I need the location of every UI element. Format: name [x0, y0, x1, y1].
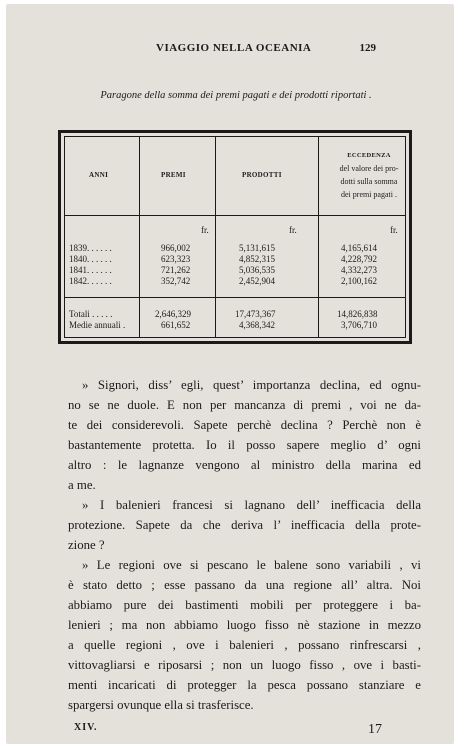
- page-number: 129: [359, 42, 376, 54]
- eccedenza-cell: 4,165,614: [341, 243, 377, 253]
- premi-cell: 623,323: [161, 254, 191, 264]
- text-line: vittovagliarsi e riposarsi ; non un luogo fisso , ove i basti-: [68, 658, 421, 672]
- book-page: [6, 4, 454, 744]
- averages-row: [65, 320, 405, 330]
- year-cell: 1842. . . . . .: [69, 276, 112, 286]
- text-line: zione ?: [68, 538, 105, 552]
- eccedenza-average: 3,706,710: [341, 320, 377, 330]
- table-row: [65, 265, 405, 275]
- year-cell: 1839. . . . . .: [69, 243, 112, 253]
- header-eccedenza: [335, 149, 403, 201]
- text-line: a quelle regioni , ove i balenieri , possano rinfrescarsi ,: [68, 638, 421, 652]
- eccedenza-line-3: dei premi pagati .: [341, 190, 397, 199]
- column-divider: [139, 137, 140, 337]
- premi-cell: 721,262: [161, 265, 191, 275]
- column-divider: [318, 137, 319, 337]
- eccedenza-cell: 2,100,162: [341, 276, 377, 286]
- column-divider: [215, 137, 216, 337]
- totals-row: [65, 309, 405, 319]
- premi-cell: 352,742: [161, 276, 191, 286]
- header-anni: ANNI: [89, 171, 109, 179]
- totals-rule: [65, 297, 405, 298]
- text-line: » I balenieri francesi si lagnano dell’ inefficacia della: [82, 498, 421, 512]
- table-inner: [64, 136, 406, 338]
- unit-eccedenza: fr.: [390, 225, 398, 235]
- unit-prodotti: fr.: [289, 225, 297, 235]
- text-line: altro : le lagnanze vengono al ministro della marina ed: [68, 458, 421, 472]
- text-line: lenieri ; ma non abbiamo luogo fisso nè stazione in mezzo: [68, 618, 421, 632]
- header-premi: PREMI: [161, 171, 186, 179]
- text-line: menti incaricati di protegger la pesca possano stanziare e: [68, 678, 421, 692]
- table-row: [65, 276, 405, 286]
- table-row: [65, 254, 405, 264]
- paragraph-3: [68, 555, 421, 715]
- eccedenza-cell: 4,228,792: [341, 254, 377, 264]
- totals-label: Totali . . . . .: [69, 309, 113, 319]
- eccedenza-cell: 4,332,273: [341, 265, 377, 275]
- premi-prodotti-table: [58, 130, 412, 344]
- unit-premi: fr.: [201, 225, 209, 235]
- averages-label: Medie annuali .: [69, 320, 126, 330]
- table-caption: Paragone della somma dei premi pagati e dei prodotti riportati .: [100, 90, 372, 101]
- premi-total: 2,646,329: [155, 309, 191, 319]
- prodotti-average: 4,368,342: [239, 320, 275, 330]
- header-prodotti: PRODOTTI: [242, 171, 282, 179]
- eccedenza-line-2: dotti sulla somma: [340, 177, 398, 186]
- header-rule: [65, 215, 405, 216]
- text-line: » Signori, diss’ egli, quest’ importanza declina, ed ognu-: [82, 378, 421, 392]
- text-line: è stato detto ; esse passano da una regione all’ altra. Noi: [68, 578, 421, 592]
- text-line: » Le regioni ove si pescano le balene sono variabili , vi: [82, 558, 421, 572]
- table-row: [65, 243, 405, 253]
- folio-number: 17: [368, 722, 382, 737]
- running-title: VIAGGIO NELLA OCEANIA: [156, 42, 312, 54]
- year-cell: 1840. . . . . .: [69, 254, 112, 264]
- paragraph-1: [68, 375, 421, 495]
- prodotti-cell: 5,131,615: [239, 243, 275, 253]
- text-line: no se ne duole. E non per mancanza di premi , voi ne da-: [68, 398, 421, 412]
- body-text: [68, 375, 421, 715]
- prodotti-cell: 4,852,315: [239, 254, 275, 264]
- signature-mark: XIV.: [74, 722, 98, 733]
- text-line: a me.: [68, 478, 96, 492]
- paragraph-2: [68, 495, 421, 555]
- prodotti-cell: 5,036,535: [239, 265, 275, 275]
- text-line: spargersi ovunque ella si trasferisce.: [68, 698, 254, 712]
- eccedenza-title: ECCEDENZA: [347, 152, 391, 159]
- text-line: protezione. Sapete da che deriva l’ inefficacia della prote-: [68, 518, 421, 532]
- year-cell: 1841. . . . . .: [69, 265, 112, 275]
- premi-cell: 966,002: [161, 243, 191, 253]
- eccedenza-line-1: del valore dei pro-: [339, 164, 399, 173]
- prodotti-cell: 2,452,904: [239, 276, 275, 286]
- text-line: abbiamo pure dei bastimenti mobili per proteggere i ba-: [68, 598, 421, 612]
- text-line: bastantemente protetta. Io il posso sapere meglio d’ ogni: [68, 438, 421, 452]
- premi-average: 661,652: [161, 320, 191, 330]
- prodotti-total: 17,473,367: [235, 309, 276, 319]
- eccedenza-total: 14,826,838: [337, 309, 378, 319]
- text-line: te dei considerevoli. Sapete perchè declina ? Perchè non è: [68, 418, 421, 432]
